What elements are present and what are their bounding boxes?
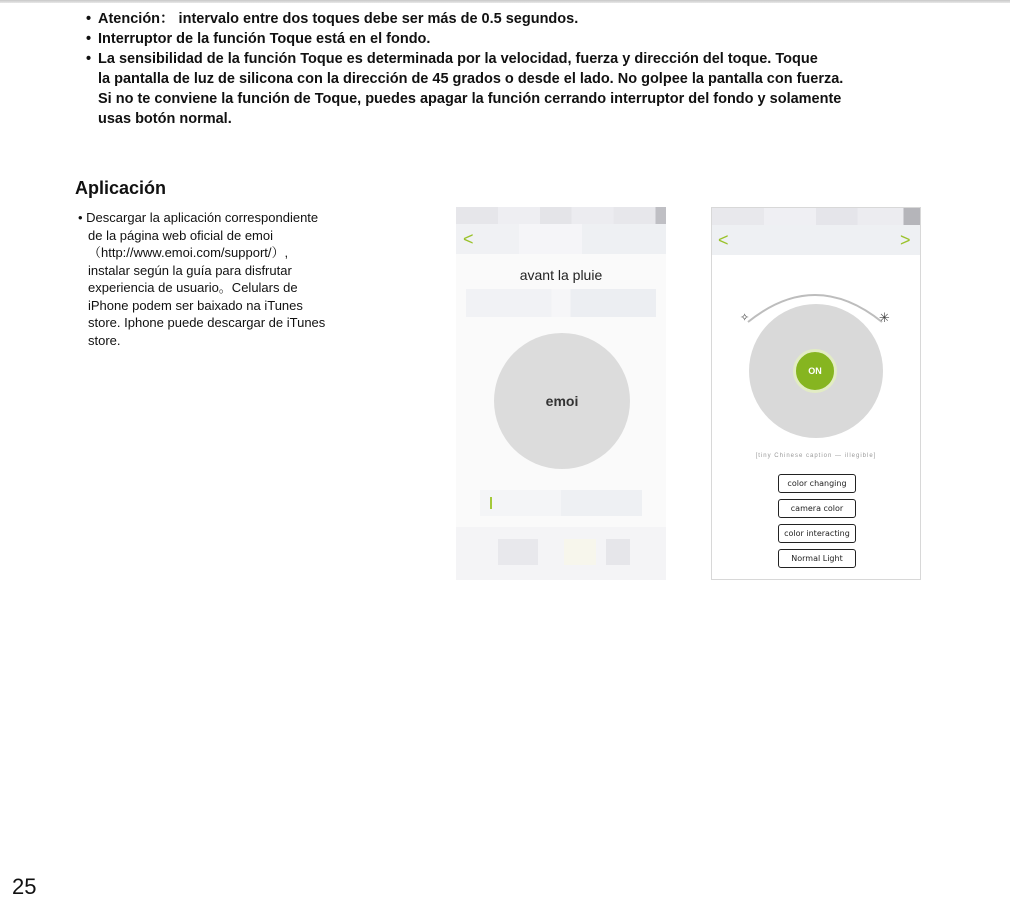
brightness-low-icon: ✧ [740, 312, 750, 324]
tab-tile[interactable] [498, 539, 538, 565]
bullet-dot: • [78, 210, 87, 225]
device-title: avant la pluie [519, 267, 603, 283]
status-bar [712, 208, 920, 225]
desc-line: Descargar la aplicación correspondiente [86, 210, 319, 225]
control-circle [749, 304, 883, 438]
bottom-tab-bar [456, 527, 666, 580]
bullet-text-line: usas botón normal. [98, 111, 232, 127]
bullet-text: Interruptor de la función Toque está en el fondo. [98, 31, 431, 47]
blurred-info-row [466, 289, 656, 317]
back-chevron-icon[interactable]: < [463, 229, 474, 249]
status-bar [456, 207, 666, 224]
tab-tile[interactable] [606, 539, 630, 565]
bullet-item [86, 29, 986, 49]
bullet-text: Atención： intervalo entre dos toques debe ser más de 0.5 segundos. [98, 11, 579, 27]
page-number: 25 [12, 874, 37, 899]
mode-button-normal-light[interactable]: Normal Light [778, 549, 856, 568]
app-description [78, 209, 398, 349]
mode-button-color-interacting[interactable]: color interacting [778, 524, 856, 543]
desc-line: experiencia de usuario。Celulars de [88, 280, 298, 295]
desc-line: store. [88, 332, 121, 348]
desc-line: de la página web oficial de emoi [88, 227, 274, 243]
nav-bar [456, 224, 666, 254]
bullet-dot: • [86, 31, 92, 47]
bullet-item [86, 9, 986, 29]
desc-url-line: （http://www.emoi.com/support/）, [88, 245, 289, 260]
bullet-text-line: Si no te conviene la función de Toque, puedes apagar la función cerrando interruptor del fondo y solamente [98, 91, 842, 107]
phone-screenshot-main [456, 207, 666, 580]
mode-button-camera-color[interactable]: camera color [778, 499, 856, 518]
desc-line: iPhone podem ser baixado na iTunes [88, 297, 303, 313]
bullet-text-line: La sensibilidad de la función Toque es determinada por la velocidad, fuerza y dirección del toque. Toque [98, 51, 818, 67]
bullet-list [86, 9, 986, 129]
section-title: Aplicación [75, 178, 167, 198]
mode-button-color-changing[interactable]: color changing [778, 474, 856, 493]
back-chevron-icon[interactable]: < [718, 230, 729, 250]
bullet-item [86, 49, 986, 129]
brightness-high-icon: ✳ [879, 310, 890, 325]
bullet-dot: • [86, 11, 92, 27]
desc-line: store. Iphone puede descargar de iTunes [88, 315, 326, 330]
nav-bar [712, 225, 920, 255]
desc-line: instalar según la guía para disfrutar [88, 262, 292, 278]
tab-tile[interactable] [564, 539, 596, 565]
power-on-button[interactable]: ON [793, 349, 837, 393]
bullet-text-line: la pantalla de luz de silicona con la dirección de 45 grados o desde el lado. No golpee la pantalla con fuerza. [98, 71, 844, 87]
forward-chevron-icon[interactable]: > [900, 230, 911, 250]
brand-label: emoi [545, 393, 579, 409]
top-divider [0, 0, 1010, 3]
device-circle[interactable] [494, 333, 630, 469]
phone-screenshot-control [711, 207, 921, 580]
text-cursor [490, 497, 492, 509]
bullet-dot: • [86, 51, 92, 67]
text-input-row[interactable] [480, 490, 642, 516]
mode-caption: [tiny Chinese caption — illegible] [755, 453, 877, 459]
